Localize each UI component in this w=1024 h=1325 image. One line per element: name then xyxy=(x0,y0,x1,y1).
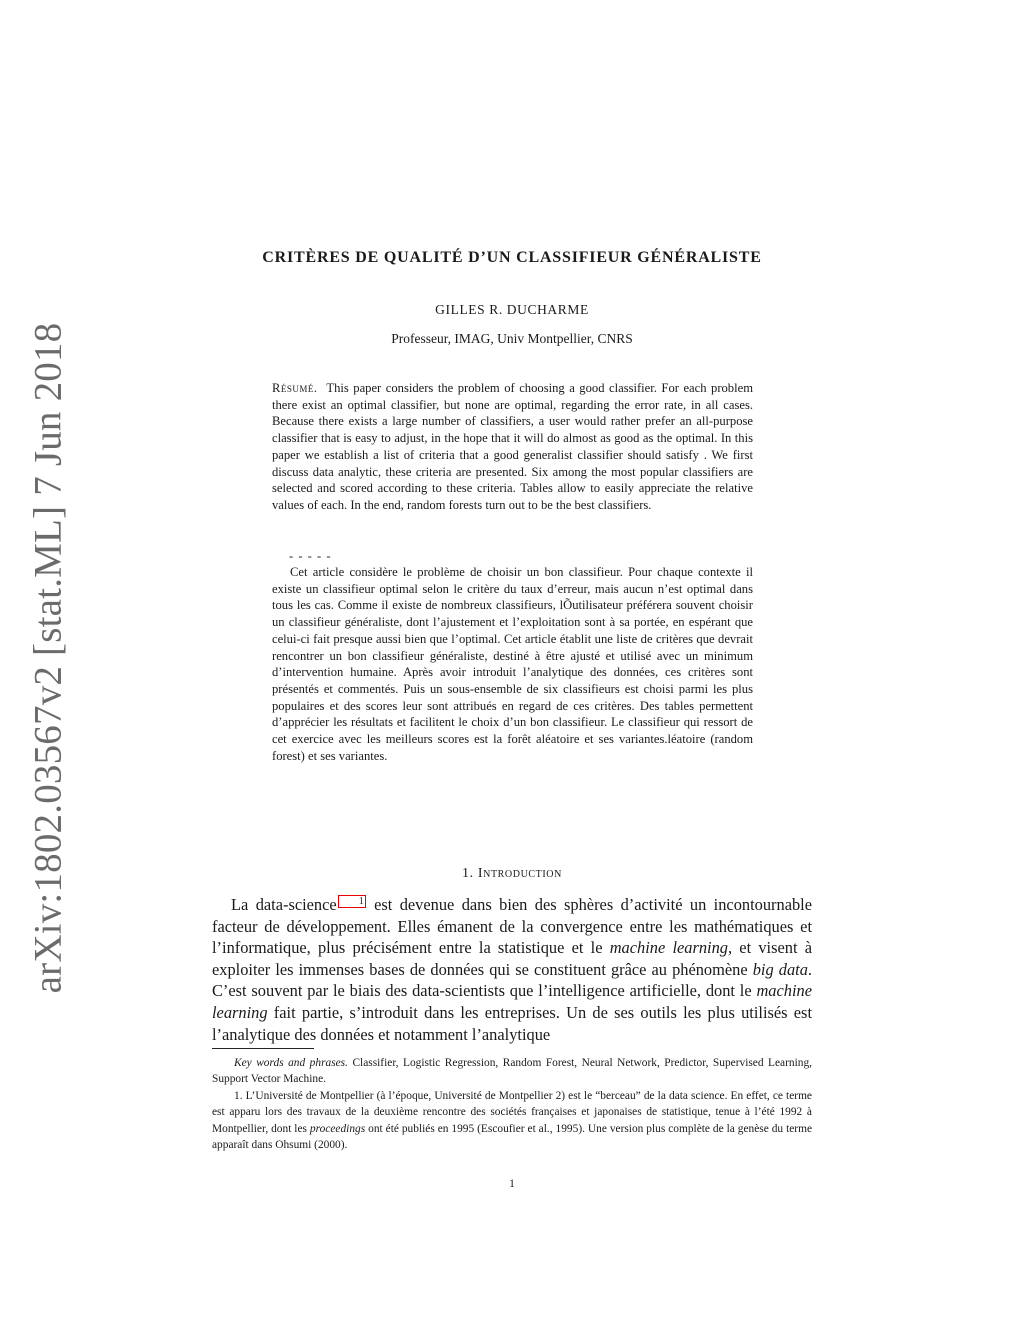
intro-emphasis-3: machine learning xyxy=(212,981,812,1022)
footnote-1-text-b: ont été publiés en 1995 (Escoufier et al., 1995). Une version plus complète de la genèse du terme apparaît dans Ohsumi (2000). xyxy=(212,1122,813,1152)
paper-title: CRITÈRES DE QUALITÉ D’UN CLASSIFIEUR GÉNÉRALISTE xyxy=(262,249,762,266)
section-title: Introduction xyxy=(477,866,562,881)
keywords-text: Classifier, Logistic Regression, Random Forest, Neural Network, Predictor, Supervised Learning, Support Vector Machine. xyxy=(212,1057,812,1086)
abstract-separator: - - - - - xyxy=(289,549,332,563)
section-number: 1. xyxy=(462,866,474,881)
intro-emphasis-2: big data xyxy=(752,959,808,979)
footnote-1-emphasis: proceedings xyxy=(309,1122,366,1135)
keywords-footnote xyxy=(212,1055,812,1088)
french-abstract: Cet article considère le problème de choisir un bon classifieur. Pour chaque contexte il existe un classifieur optimal selon le critère du taux d’erreur, mais aucun n’est optimal dans tous les cas. Comme il existe de nombreux classifieurs, lÕutilisateur préférera souvent choisir un classifieur généraliste, dont l’ajustement et l’exploitation sont à sa portée, en espérant que celui-ci fait presque aussi bien que l’optimal. Cet article établit une liste de critères que devrait rencontrer un bon classifieur généraliste, destiné à être ajusté et utilisé avec un minimum d’intervention humaine. Après avoir introduit l’analytique des données, ces critères sont présentés et commentés. Puis un sous-ensemble de six classifieurs est choisi parmi les plus populaires et des scores leur sont attribués en regard de ces critères. Des tables permettent d’apprécier les résultats et facilitent le choix d’un bon classifieur. Le classifieur qui ressort de cet exercice avec les meilleurs scores est la forêt aléatoire et ses variantes.léatoire (random forest) et ses variantes. xyxy=(272,565,753,763)
intro-emphasis-1: machine learning xyxy=(609,938,728,958)
footnote-1-text-a: 1. L’Université de Montpellier (à l’époque, Université de Montpellier 2) est le “berceau” de la data science. En effet, ce terme est apparu lors des travaux de la deuxième rencontre des sociétés françaises et japonaises de statistique, tenue à l’été 1992 à Montpellier, dont les xyxy=(212,1089,812,1135)
intro-text-b: , et visent à exploiter les immenses bases de données qui se constituent grâce au phénomène xyxy=(212,938,812,979)
arxiv-identifier-text: arXiv:1802.03567v2 [stat.ML] 7 Jun 2018 xyxy=(26,322,70,994)
footnote-rule xyxy=(212,1048,314,1049)
page-number: 1 xyxy=(509,1178,515,1190)
author-affiliation: Professeur, IMAG, Univ Montpellier, CNRS xyxy=(391,331,633,346)
intro-text-d: fait partie, s’introduit dans les entreprises. Un de ses outils les plus utilisés est l’analytique des données et notamment l’analytique xyxy=(212,1002,812,1044)
keywords-label: Key words and phrases. xyxy=(234,1057,348,1069)
section-heading xyxy=(0,866,1024,882)
intro-text-start: La data-science xyxy=(231,895,337,914)
intro-text-c: . C’est souvent par le biais des data-scientists que l’intelligence artificielle, dont le xyxy=(212,959,812,1001)
footnote-link[interactable]: 1 xyxy=(338,895,366,908)
introduction-paragraph xyxy=(212,894,812,1045)
footnote-1 xyxy=(212,1088,812,1154)
author-name: GILLES R. DUCHARME xyxy=(435,302,589,317)
footnotes xyxy=(212,1055,812,1153)
english-abstract xyxy=(272,380,753,514)
english-abstract-text: This paper considers the problem of choosing a good classifier. For each problem there exist an optimal classifier, but none are optimal, regarding the error rate, in all cases. Because there exists a large number of classifiers, a user would rather prefer an all-purpose classifier that is easy to adjust, in the hope that it will do almost as good as the optimal. In this paper we establish a list of criteria that a good generalist classifier should satisfy . We first discuss data analytic, these criteria are presented. Six among the most popular classifiers are selected and scored according to these criteria. Tables allow to easily appreciate the relative values of each. In the end, random forests turn out to be the best classifiers. xyxy=(272,381,753,512)
abstract-label: Résumé. xyxy=(272,381,318,395)
intro-text-a: est devenue dans bien des sphères d’activité un incontournable facteur de développement. Elles émanent de la convergence entre les mathématiques et l’informatique, plus précisément entre la statistique et le xyxy=(212,895,812,958)
